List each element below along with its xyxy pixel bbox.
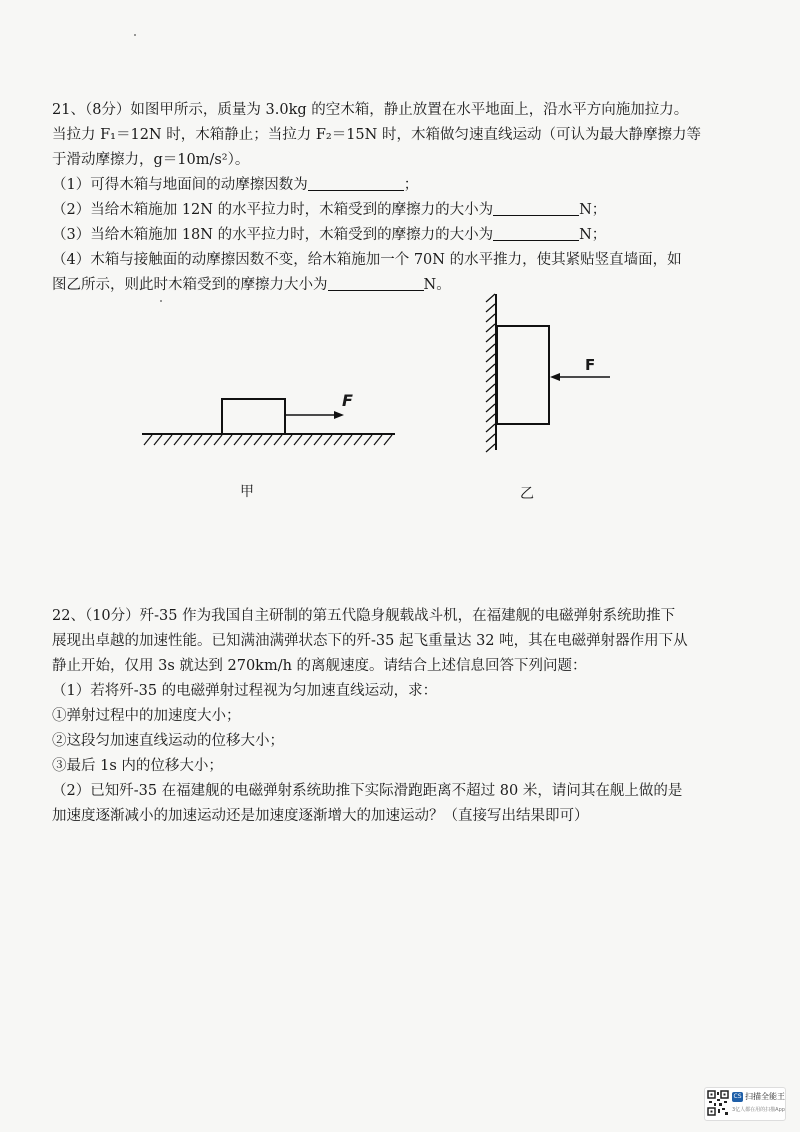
answer-blank-2[interactable] bbox=[493, 200, 579, 216]
figure-yi-label: 乙 bbox=[520, 486, 534, 502]
figure-yi bbox=[470, 290, 620, 460]
qr-code-icon bbox=[707, 1090, 729, 1116]
q21-sub-1-text: （1）可得木箱与地面间的动摩擦因数为 bbox=[52, 177, 308, 193]
force-label-jia: F bbox=[342, 391, 353, 410]
q21-sub-4-line-1: （4）木箱与接触面的动摩擦因数不变，给木箱施加一个 70N 的水平推力，使其紧贴竖直墙面，如 bbox=[52, 252, 682, 268]
q22-line-2: 展现出卓越的加速性能。已知满油满弹状态下的歼-35 起飞重量达 32 吨，其在电磁弹射器作用下从 bbox=[52, 633, 688, 649]
q22-line-1: 22、（10分）歼-35 作为我国自主研制的第五代隐身舰载战斗机，在福建舰的电磁弹射系统助推下 bbox=[52, 608, 676, 624]
q22-line-9: 加速度逐渐减小的加速运动还是加速度逐渐增大的加速运动？（直接写出结果即可） bbox=[52, 808, 589, 824]
question-22 bbox=[52, 604, 752, 829]
q22-line-8: （2）已知歼-35 在福建舰的电磁弹射系统助推下实际滑跑距离不超过 80 米，请问其在舰上做的是 bbox=[52, 783, 683, 799]
wooden-box-wall bbox=[497, 326, 549, 424]
q21-line-2: 当拉力 F₁＝12N 时，木箱静止；当拉力 F₂＝15N 时，木箱做匀速直线运动（可认为最大静摩擦力等 bbox=[52, 127, 701, 143]
figure-jia bbox=[130, 385, 410, 455]
q21-line-3: 于滑动摩擦力，g＝10m/s²）。 bbox=[52, 152, 250, 168]
q22-line-7: ③最后 1s 内的位移大小； bbox=[52, 758, 223, 774]
ground-hatching bbox=[144, 435, 392, 445]
q22-line-5: ①弹射过程中的加速度大小； bbox=[52, 708, 241, 724]
q21-sub-3-end: N； bbox=[579, 227, 607, 243]
q21-sub-2-end: N； bbox=[579, 202, 607, 218]
wall-hatching bbox=[486, 294, 495, 452]
force-arrowhead-yi bbox=[550, 373, 560, 381]
scanner-watermark bbox=[704, 1087, 786, 1121]
force-arrowhead-jia bbox=[334, 411, 344, 419]
q21-sub-4-line-2 bbox=[52, 273, 752, 298]
q22-line-4: （1）若将歼-35 的电磁弹射过程视为匀加速直线运动，求： bbox=[52, 683, 438, 699]
force-label-yi: F bbox=[585, 356, 596, 374]
answer-blank-3[interactable] bbox=[493, 225, 579, 241]
q21-sub-2 bbox=[52, 198, 752, 223]
watermark-name: 扫描全能王 bbox=[745, 1092, 785, 1101]
watermark-subtitle: 3亿人都在用的扫描App bbox=[732, 1107, 785, 1113]
q21-sub-1-end: ； bbox=[403, 177, 419, 193]
wooden-box bbox=[222, 399, 285, 434]
q22-line-3: 静止开始，仅用 3s 就达到 270km/h 的离舰速度。请结合上述信息回答下列问题： bbox=[52, 658, 587, 674]
figure-jia-label: 甲 bbox=[240, 484, 254, 500]
answer-blank-1[interactable] bbox=[308, 175, 404, 191]
q21-sub-4-end: N。 bbox=[423, 277, 451, 293]
q21-line-1: 21、（8分）如图甲所示，质量为 3.0kg 的空木箱，静止放置在水平地面上，沿水平方向施加拉力。 bbox=[52, 102, 689, 118]
answer-blank-4[interactable] bbox=[328, 275, 424, 291]
q21-sub-3 bbox=[52, 223, 752, 248]
scan-speck bbox=[134, 34, 136, 36]
scan-speck bbox=[160, 300, 162, 302]
question-21 bbox=[52, 98, 752, 298]
q21-sub-4-text: 图乙所示，则此时木箱受到的摩擦力大小为 bbox=[52, 277, 328, 293]
camscanner-logo: CS bbox=[733, 1093, 742, 1100]
q22-line-6: ②这段匀加速直线运动的位移大小； bbox=[52, 733, 284, 749]
q21-sub-2-text: （2）当给木箱施加 12N 的水平拉力时，木箱受到的摩擦力的大小为 bbox=[52, 202, 494, 218]
q21-sub-3-text: （3）当给木箱施加 18N 的水平拉力时，木箱受到的摩擦力的大小为 bbox=[52, 227, 494, 243]
q21-sub-1 bbox=[52, 173, 752, 198]
